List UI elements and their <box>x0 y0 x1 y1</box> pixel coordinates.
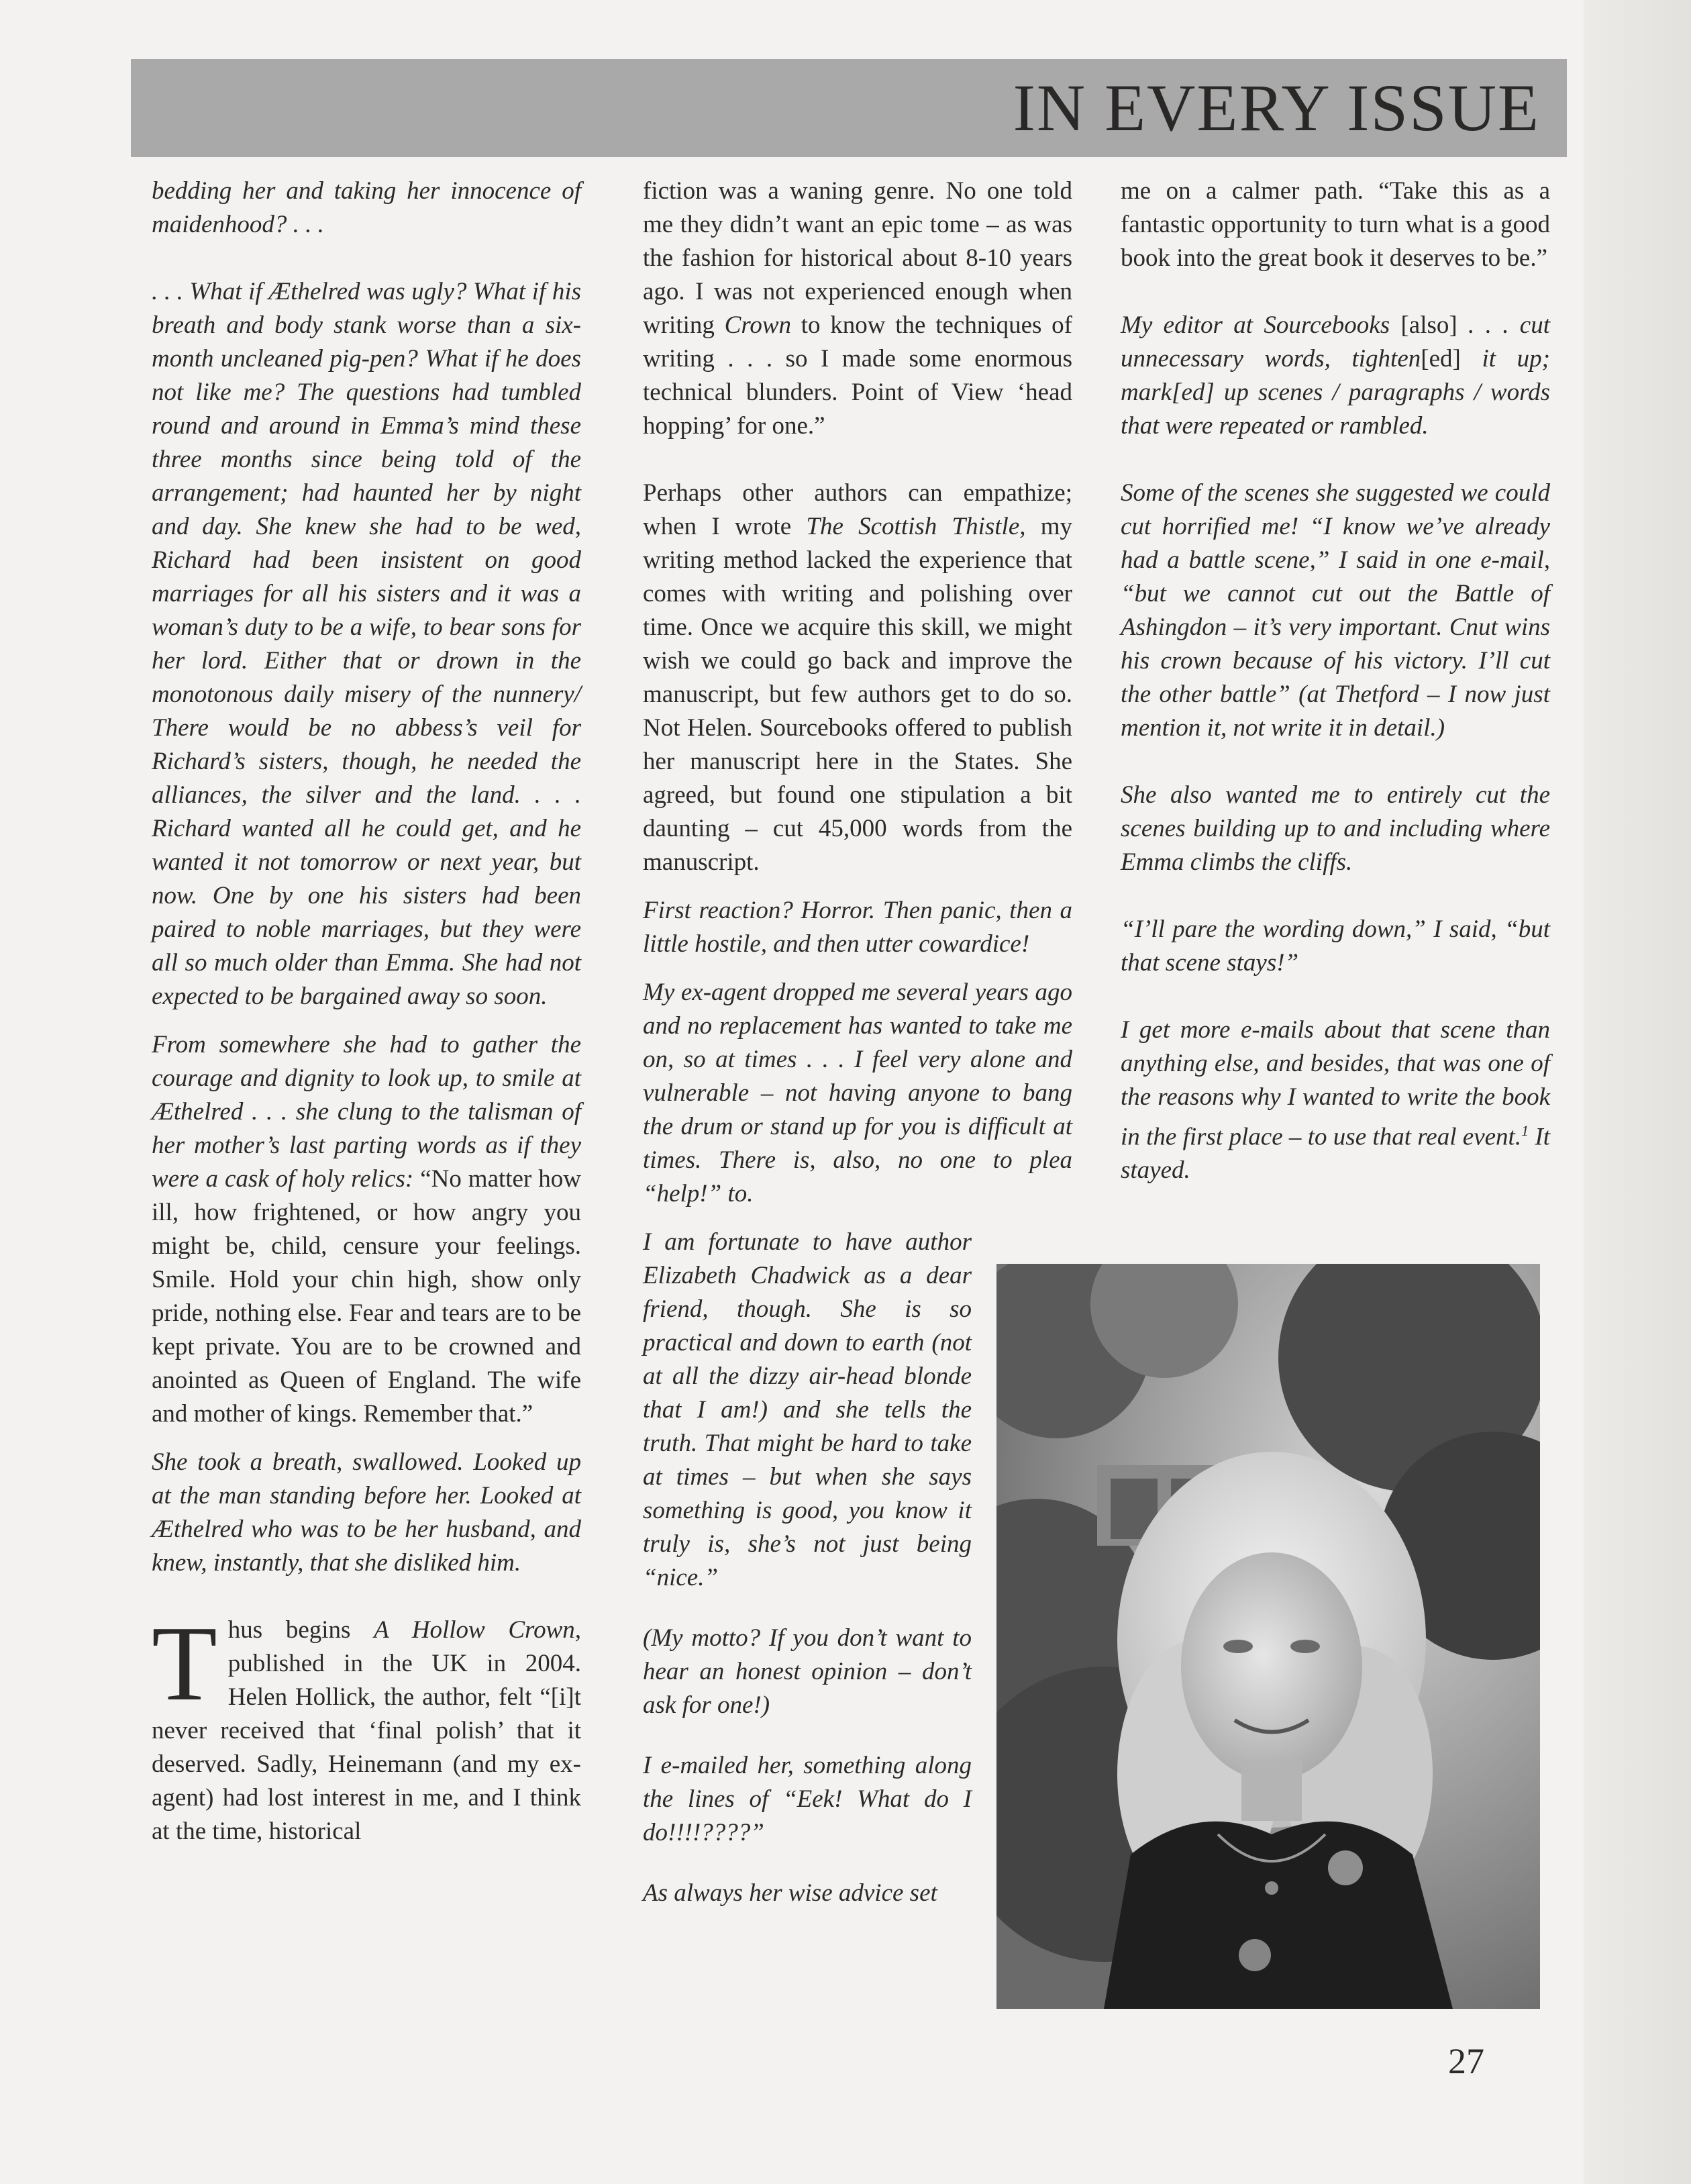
author-photo <box>996 1264 1540 2009</box>
article-paragraph <box>643 175 1072 443</box>
article-paragraph: me on a calmer path. “Take this as a fantastic opportunity to turn what is a good book into the great book it deserves to be.” <box>1121 177 1550 272</box>
article-text: my writing method lacked the experience that comes with writing and polishing over time. Once we acquire this skill, we might wish we could go back and improve the manuscript, but few authors get to do so. Not Helen. Sourcebooks offered to publish her manuscript here in the States. She agreed, but found one stipulation a bit daunting – cut 45,000 words from the manuscript. <box>643 513 1073 876</box>
excerpt-quote: “No matter how ill, how frightened, or how angry you might be, child, censure your feelings. Smile. Hold your chin high, show only pride, nothing else. Fear and tears are to be kept private. You are to be crowned and anointed as Queen of England. The wife and mother of kings. Remember that.” <box>152 1165 581 1428</box>
excerpt-paragraph: She took a breath, swallowed. Looked up at the man standing before her. Looked at Æthelred who was to be her husband, and knew, instantly, that she disliked him. <box>152 1448 581 1577</box>
article-text: to know the techniques of writing . . . so I made some enormous technical blunders. Point of View ‘head hopping’ for one.” <box>643 311 1073 440</box>
excerpt-paragraph: bedding her and taking her innocence of maidenhood? . . . <box>152 177 581 238</box>
quote-text: It stayed. <box>1121 1123 1550 1185</box>
article-paragraph <box>152 1603 582 1848</box>
editor-bracket: [also] <box>1400 311 1457 339</box>
facing-page-edge <box>1584 0 1691 2184</box>
editor-bracket: [ed] <box>1421 345 1461 373</box>
quote-paragraph: I e-mailed her, something along the lines of “Eek! What do I do!!!!????” <box>643 1752 972 1846</box>
quote-paragraph <box>1121 309 1550 443</box>
article-paragraph <box>643 477 1072 879</box>
book-title: The Scottish Thistle, <box>806 513 1026 540</box>
column-3 <box>1121 175 1550 1221</box>
quote-paragraph: My ex-agent dropped me several years ago and no replacement has wanted to take me on, so at times . . . I feel very alone and vulnerable – not having anyone to bang the drum or stand up for you is difficult at times. There is, also, no one to plea “help!” to. <box>643 979 1072 1207</box>
quote-paragraph: “I’ll pare the wording down,” I said, “but that scene stays!” <box>1121 915 1550 977</box>
quote-paragraph: Some of the scenes she suggested we could cut horrified me! “I know we’ve already had a battle scene,” I said in one e-mail, “but we cannot cut out the Battle of Ashingdon – it’s very important. Cnut wins his crown because of his victory. I’ll cut the other battle” (at Thetford – I now just mention it, not write it in detail.) <box>1121 479 1550 742</box>
excerpt-text: From somewhere she had to gather the courage and dignity to look up, to smile at Æthelred . . . she clung to the talisman of her mother’s last parting words as if they were a cask of holy relics: <box>152 1031 581 1193</box>
book-title: Crown <box>724 311 792 339</box>
page-number: 27 <box>1448 2041 1484 2081</box>
drop-cap: T <box>152 1603 217 1723</box>
quote-paragraph: (My motto? If you don’t want to hear an honest opinion – don’t ask for one!) <box>643 1624 972 1719</box>
footnote-marker: 1 <box>1521 1122 1529 1139</box>
section-title: IN EVERY ISSUE <box>1013 70 1540 145</box>
quote-paragraph <box>1121 1013 1550 1187</box>
quote-paragraph: She also wanted me to entirely cut the scenes building up to and including where Emma climbs the cliffs. <box>1121 781 1550 876</box>
book-title: A Hollow Crown, <box>374 1616 582 1644</box>
article-text: hus begins <box>227 1616 374 1644</box>
quote-text: . . . cut unnecessary words, tighten <box>1121 311 1550 373</box>
column-1 <box>152 175 581 1848</box>
quote-paragraph: I am fortunate to have author Elizabeth Chadwick as a dear friend, though. She is so practical and down to earth (not at all the dizzy air-head blonde that I am!) and she tells the truth. That might be hard to take at times – but when she says something is good, you know it truly is, she’s not just being “nice.” <box>643 1228 972 1591</box>
article-text: published in the UK in 2004. Helen Hollick, the author, felt “[i]t never received that ‘final polish’ that it deserved. Sadly, Heinemann (and my ex-agent) had lost interest in me, and I think at the time, historical <box>152 1650 581 1845</box>
quote-paragraph: As always her wise advice set <box>643 1879 937 1907</box>
article-text: fiction was a waning genre. No one told me they didn’t want an epic tome – as was the fashion for historical about 8-10 years ago. I was not experienced enough when writing <box>643 177 1072 339</box>
excerpt-paragraph <box>152 1028 581 1431</box>
excerpt-paragraph: . . . What if Æthelred was ugly? What if his breath and body stank worse than a six-month uncleaned pig-pen? What if he does not like me? The questions had tumbled round and around in Emma’s mind these three months since being told of the arrangement; had haunted her by night and day. She knew she had to be wed, Richard had been insistent on good marriages for all his sisters and it was a woman’s duty to be a wife, to bear sons for her lord. Either that or drown in the monotonous daily misery of the nunnery/ There would be no abbess’s veil for Richard’s sisters, though, he needed the alliances, the silver and the land. . . . Richard wanted all he could get, and he wanted it not tomorrow or next year, but now. One by one his sisters had been paired to noble marriages, but they were all so much older than Emma. She had not expected to be bargained away so soon. <box>152 278 581 1010</box>
quote-text: it up; mark[ed] up scenes / paragraphs / words that were repeated or rambled. <box>1121 345 1550 440</box>
article-text: Perhaps other authors can empathize; when I wrote <box>643 479 1072 540</box>
quote-text: My editor at Sourcebooks <box>1121 311 1401 339</box>
quote-text: I get more e-mails about that scene than anything else, and besides, that was one of the reasons why I wanted to write the book in the first place – to use that real event. <box>1121 1016 1550 1151</box>
quote-paragraph: First reaction? Horror. Then panic, then a little hostile, and then utter cowardice! <box>643 897 1072 958</box>
section-header-band <box>131 59 1567 157</box>
